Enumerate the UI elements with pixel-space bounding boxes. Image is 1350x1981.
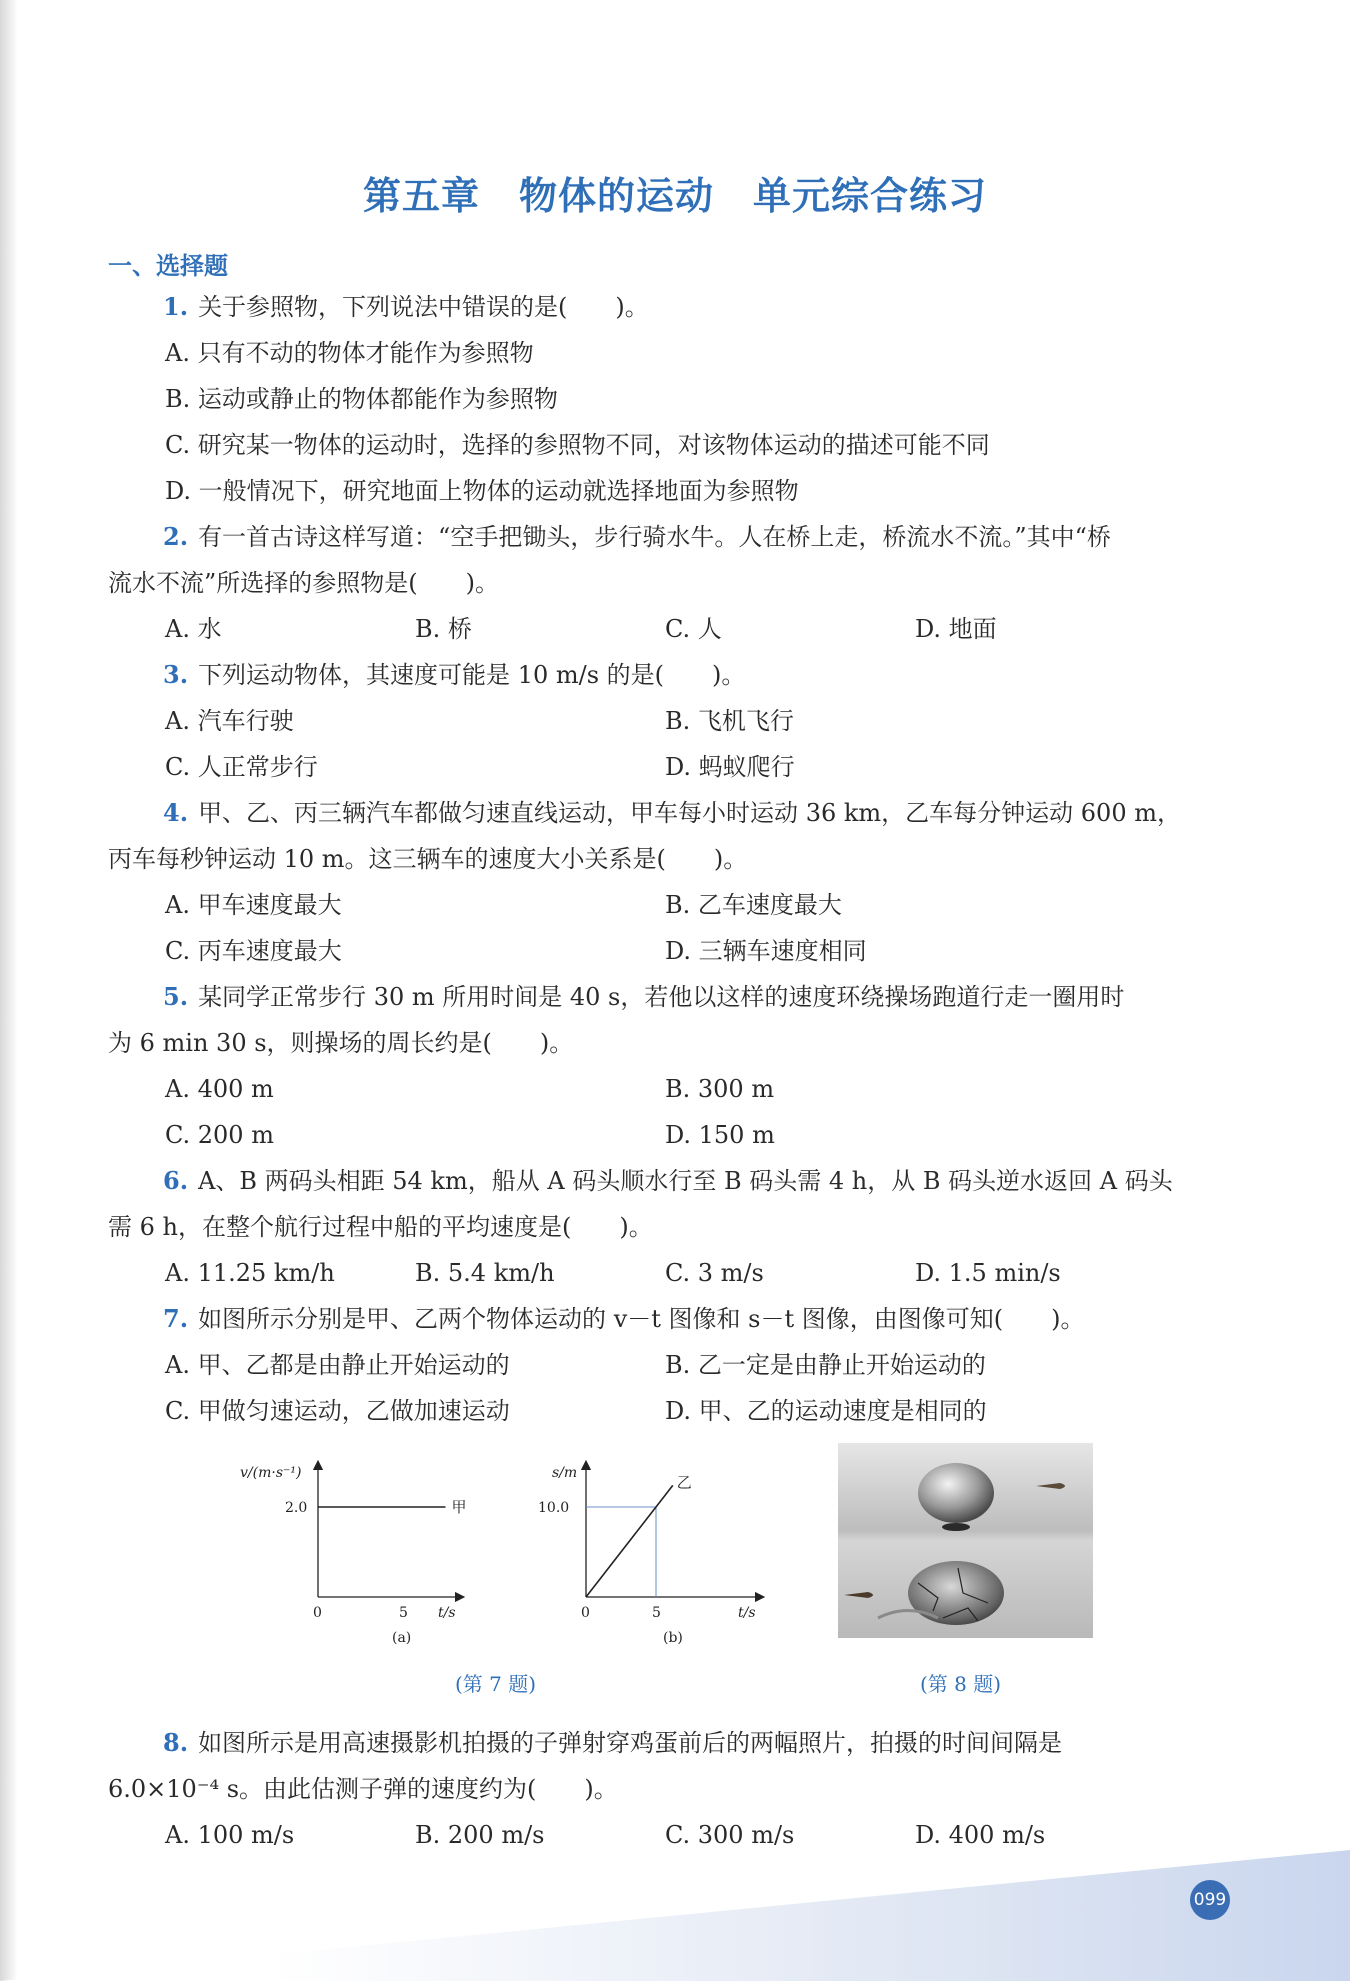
x-axis-label: t/s [738, 1605, 756, 1621]
question-number: 8. [163, 1728, 189, 1757]
option-b: B. 300 m [665, 1075, 775, 1103]
question-stem: 关于参照物，下列说法中错误的是( )。 [198, 293, 649, 321]
option-c: C. 3 m/s [665, 1259, 764, 1287]
option-b: B. 桥 [415, 615, 472, 643]
subfigure-label: (a) [392, 1630, 412, 1645]
question-4 [163, 797, 1181, 829]
question-stem-line-2: 为 6 min 30 s，则操场的周长约是( )。 [108, 1029, 574, 1057]
question-number: 1. [163, 292, 189, 321]
page-title: 第五章 物体的运动 单元综合练习 [362, 174, 987, 218]
option-a: A. 11.25 km/h [165, 1259, 335, 1287]
section-heading: 一、选择题 [108, 252, 228, 280]
option-d: D. 甲、乙的运动速度是相同的 [665, 1397, 987, 1425]
series-label: 乙 [676, 1473, 692, 1492]
y-axis-label: v/(m·s⁻¹) [240, 1465, 302, 1481]
option-a: A. 100 m/s [165, 1821, 295, 1849]
x-tick-label-0: 0 [581, 1605, 590, 1621]
question-number: 3. [163, 660, 189, 689]
option-a: A. 甲车速度最大 [165, 891, 342, 919]
option-d: D. 地面 [915, 615, 997, 643]
option-c: C. 人正常步行 [165, 753, 318, 781]
option-c: C. 甲做匀速运动，乙做加速运动 [165, 1397, 510, 1425]
option-a: A. 汽车行驶 [165, 707, 294, 735]
question-stem: 如图所示分别是甲、乙两个物体运动的 v－t 图像和 s－t 图像，由图像可知( )。 [198, 1305, 1085, 1333]
x-tick-label-0: 0 [313, 1605, 322, 1621]
question-stem-line-1: 甲、乙、丙三辆汽车都做匀速直线运动，甲车每小时运动 36 km，乙车每分钟运动 600 m， [198, 799, 1181, 827]
question-stem-line-1: 某同学正常步行 30 m 所用时间是 40 s，若他以这样的速度环绕操场跑道行走一圈用时 [198, 983, 1125, 1011]
x-tick-label-5: 5 [399, 1605, 408, 1621]
egg-bullet-illustration [838, 1443, 1093, 1638]
option-d: D. 一般情况下，研究地面上物体的运动就选择地面为参照物 [165, 477, 799, 505]
question-6 [163, 1165, 1173, 1197]
question-8 [163, 1727, 1062, 1759]
question-number: 6. [163, 1166, 189, 1195]
y-tick-label: 10.0 [538, 1500, 570, 1516]
option-a: A. 甲、乙都是由静止开始运动的 [165, 1351, 510, 1379]
option-d: D. 三辆车速度相同 [665, 937, 867, 965]
question-2 [163, 521, 1111, 553]
option-d: D. 400 m/s [915, 1821, 1046, 1849]
question-stem-line-1: 有一首古诗这样写道：“空手把锄头，步行骑水牛。人在桥上走，桥流水不流。”其中“桥 [198, 523, 1111, 551]
page-number-badge: 099 [1190, 1880, 1230, 1920]
option-d: D. 150 m [665, 1121, 775, 1149]
question-7 [163, 1303, 1084, 1335]
intact-egg [918, 1463, 994, 1523]
decorative-bottom-band [0, 1850, 1350, 1981]
x-tick-label-5: 5 [652, 1605, 661, 1621]
question-stem-line-2: 需 6 h，在整个航行过程中船的平均速度是( )。 [108, 1213, 653, 1241]
subfigure-label: (b) [663, 1630, 683, 1645]
option-c: C. 300 m/s [665, 1821, 795, 1849]
question-stem-line-2: 丙车每秒钟运动 10 m。这三辆车的速度大小关系是( )。 [108, 845, 748, 873]
question-stem-line-2: 流水不流”所选择的参照物是( )。 [108, 569, 499, 597]
option-a: A. 只有不动的物体才能作为参照物 [165, 339, 534, 367]
option-b: B. 飞机飞行 [665, 707, 794, 735]
question-1 [163, 291, 649, 323]
question-number: 7. [163, 1304, 189, 1333]
bullet-before [1036, 1483, 1065, 1489]
egg-bullet-photo [838, 1443, 1093, 1638]
option-c: C. 丙车速度最大 [165, 937, 342, 965]
question-stem-line-1: A、B 两码头相距 54 km，船从 A 码头顺水行至 B 码头需 4 h，从 B 码头逆水返回 A 码头 [198, 1167, 1173, 1195]
option-b: B. 5.4 km/h [415, 1259, 555, 1287]
question-5 [163, 981, 1124, 1013]
y-axis-label: s/m [552, 1465, 578, 1481]
egg-stand [942, 1523, 970, 1531]
option-b: B. 200 m/s [415, 1821, 545, 1849]
option-a: A. 400 m [165, 1075, 274, 1103]
x-axis-label: t/s [438, 1605, 456, 1621]
option-c: C. 研究某一物体的运动时，选择的参照物不同，对该物体运动的描述可能不同 [165, 431, 990, 459]
question-number: 5. [163, 982, 189, 1011]
question-number: 2. [163, 522, 189, 551]
y-tick-label: 2.0 [285, 1500, 308, 1516]
series-line-yi [586, 1485, 673, 1597]
st-graph-b [530, 1455, 770, 1645]
bullet-after [844, 1592, 873, 1598]
question-stem: 下列运动物体，其速度可能是 10 m/s 的是( )。 [198, 661, 746, 689]
question-3 [163, 659, 745, 691]
option-c: C. 200 m [165, 1121, 274, 1149]
question-stem-line-2: 6.0×10⁻⁴ s。由此估测子弹的速度约为( )。 [108, 1775, 618, 1803]
figure-8-caption: (第 8 题) [920, 1672, 1002, 1696]
option-b: B. 乙车速度最大 [665, 891, 842, 919]
page-edge-shadow [0, 0, 18, 1981]
question-stem-line-1: 如图所示是用高速摄影机拍摄的子弹射穿鸡蛋前后的两幅照片，拍摄的时间间隔是 [198, 1729, 1063, 1757]
option-c: C. 人 [665, 615, 722, 643]
series-label: 甲 [451, 1498, 467, 1516]
figure-7-caption: (第 7 题) [455, 1672, 537, 1696]
shattered-egg [908, 1561, 1004, 1625]
question-number: 4. [163, 798, 189, 827]
option-d: D. 1.5 min/s [915, 1259, 1061, 1287]
option-d: D. 蚂蚁爬行 [665, 753, 795, 781]
option-b: B. 运动或静止的物体都能作为参照物 [165, 385, 558, 413]
option-a: A. 水 [165, 615, 222, 643]
option-b: B. 乙一定是由静止开始运动的 [665, 1351, 986, 1379]
vt-graph-a [230, 1455, 470, 1645]
